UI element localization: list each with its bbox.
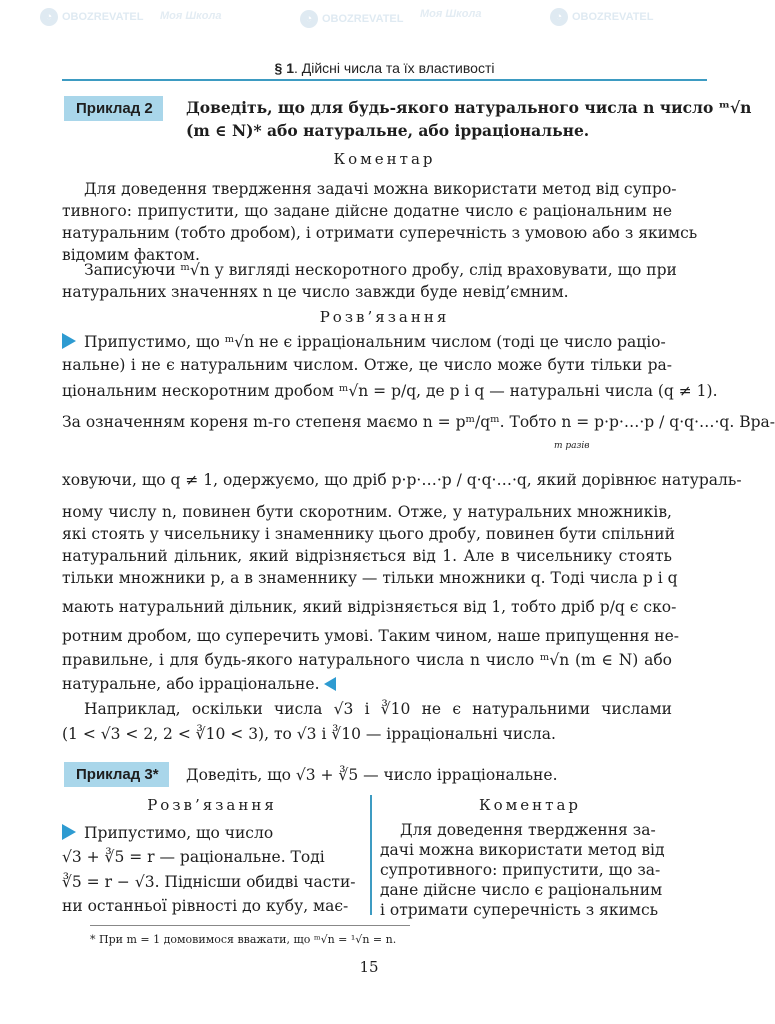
solution-line: Припустимо, що ᵐ√n не є ірраціональним числом (тоді це число раціо- [62, 332, 666, 352]
triangle-start-icon [62, 824, 76, 840]
comment-line: натуральним (тобто дробом), і отримати суперечність з умовою або з якимсь [62, 224, 698, 242]
comment-line: Записуючи ᵐ√n у вигляді нескоротного дробу, слід враховувати, що при [84, 261, 677, 279]
solution-heading: Розв’язання [319, 308, 450, 326]
example-2-task-line-1: Доведіть, що для будь-якого натурального числа n число ᵐ√n [186, 98, 752, 117]
solution-line: (1 < √3 < 2, 2 < ∛10 < 3), то √3 і ∛10 — ірраціональні числа. [62, 725, 556, 743]
comment-line: і отримати суперечність з якимсь [380, 901, 659, 919]
solution-line: ному числу n, повинен бути скоротним. Отже, у натуральних множників, [62, 503, 672, 521]
watermark: ◔ OBOZREVATEL [550, 8, 653, 26]
comment-line: дане дійсне число є раціональним [380, 881, 663, 899]
footnote-rule [90, 925, 410, 926]
solution-line: натуральне, або ірраціональне. [62, 674, 336, 694]
solution-line: натуральний дільник, який відрізняється від 1. Але в чисельнику стоять [62, 547, 672, 565]
solution-line: За означенням кореня m-го степеня маємо n = pᵐ/qᵐ. Тобто n = p·p·…·p / q·q·…·q. Вра- [62, 413, 775, 431]
comment-heading: Коментар [333, 150, 436, 168]
solution-line: √3 + ∛5 = r — раціональне. Тоді [62, 848, 325, 866]
comment-line: натуральних значеннях n це число завжди буде невід’ємним. [62, 283, 569, 301]
example-3-task: Доведіть, що √3 + ∛5 — число ірраціональне. [186, 766, 558, 784]
solution-line: мають натуральний дільник, який відрізняється від 1, тобто дріб p/q є ско- [62, 598, 677, 616]
watermark: Моя Школа [160, 10, 222, 22]
solution-line: ціональним нескоротним дробом ᵐ√n = p/q, де p і q — натуральні числа (q ≠ 1). [62, 382, 718, 400]
comment-line: Для доведення твердження задачі можна використати метод від супро- [84, 180, 677, 198]
comment-line: Для доведення твердження за- [400, 821, 656, 839]
footnote: * При m = 1 домовимося вважати, що ᵐ√n = ¹√n = n. [90, 933, 397, 946]
comment-line: дачі можна використати метод від [380, 841, 665, 859]
solution-line: ∛5 = r − √3. Піднісши обидві части- [62, 873, 356, 891]
solution-line: Припустимо, що число [62, 823, 362, 843]
column-divider [370, 795, 372, 915]
solution-line: Наприклад, оскільки числа √3 і ∛10 не є натуральними числами [84, 700, 672, 718]
triangle-start-icon [62, 333, 76, 349]
watermark: ◔ OBOZREVATEL [300, 10, 403, 28]
watermark: Моя Школа [420, 8, 482, 20]
comment-line: відомим фактом. [62, 246, 200, 264]
example-2-label: Приклад 2 [64, 96, 163, 121]
watermark: ◔ OBOZREVATEL [40, 8, 143, 26]
comment-line: тивного: припустити, що задане дійсне додатне число є раціональним не [62, 202, 672, 220]
solution-line: тільки множники p, а в знаменнику — тільки множники q. Тоді числа p і q [62, 569, 678, 587]
solution-heading: Розв’язання [147, 796, 277, 814]
solution-times-note: m разів [554, 441, 590, 451]
comment-line: супротивного: припустити, що за- [380, 861, 661, 879]
page-number: 15 [359, 958, 379, 976]
comment-heading: Коментар [478, 796, 582, 814]
example-2-task-line-2: (m ∈ N)* або натуральне, або ірраціональне. [186, 121, 590, 140]
triangle-end-icon [324, 677, 336, 691]
solution-line: нальне) і не є натуральним числом. Отже, це число може бути тільки ра- [62, 356, 672, 374]
solution-line: ховуючи, що q ≠ 1, одержуємо, що дріб p·p·…·p / q·q·…·q, який дорівнює натураль- [62, 471, 742, 489]
example-3-label: Приклад 3* [64, 762, 169, 787]
solution-line: ни останньої рівності до кубу, має- [62, 897, 349, 915]
running-header: § 1. Дійсні числа та їх властивості [62, 60, 707, 81]
solution-line: ротним дробом, що суперечить умові. Таким чином, наше припущення не- [62, 627, 680, 645]
solution-line: правильне, і для будь-якого натурального числа n число ᵐ√n (m ∈ N) або [62, 651, 672, 669]
solution-line: які стоять у чисельнику і знаменнику цього дробу, повинен бути спільний [62, 525, 675, 543]
